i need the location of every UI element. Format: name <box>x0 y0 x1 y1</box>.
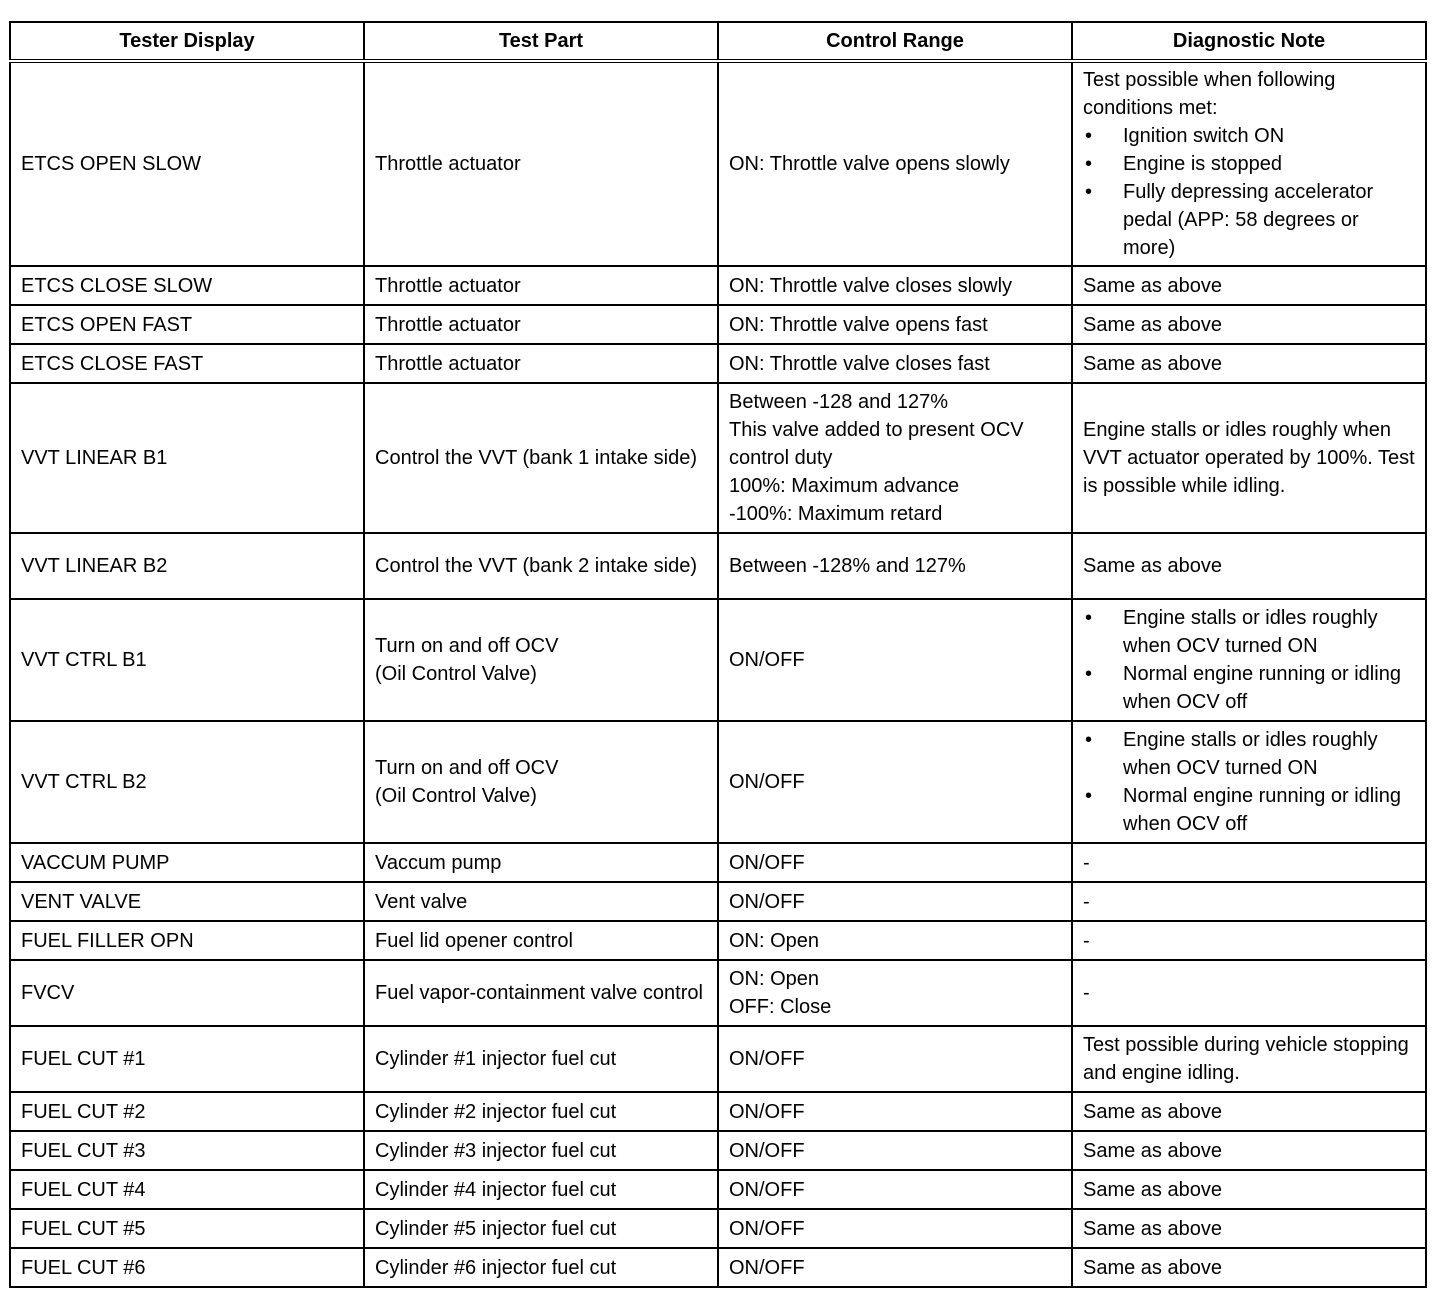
active-test-table <box>9 21 1427 1288</box>
note-bullet: • Fully depressing accelerator pedal (APP: 58 degrees or more) <box>1083 178 1415 262</box>
table-row <box>10 921 1426 960</box>
note-bullet: • Engine is stopped <box>1083 150 1415 178</box>
cell-control-range <box>718 960 1072 1026</box>
table-row <box>10 1092 1426 1131</box>
cell-diagnostic-note: Same as above <box>1072 344 1426 383</box>
cell-tester-display: FUEL CUT #3 <box>10 1131 364 1170</box>
range-line: 100%: Maximum advance <box>729 475 960 497</box>
cell-tester-display: FUEL CUT #1 <box>10 1026 364 1092</box>
cell-diagnostic-note <box>1072 599 1426 721</box>
table-header-row <box>10 22 1426 61</box>
cell-diagnostic-note <box>1072 61 1426 266</box>
cell-test-part: Control the VVT (bank 2 intake side) <box>364 533 718 599</box>
header-control-range: Control Range <box>718 22 1072 61</box>
cell-control-range: ON: Throttle valve closes fast <box>718 344 1072 383</box>
cell-tester-display: ETCS OPEN SLOW <box>10 61 364 266</box>
cell-test-part: Cylinder #1 injector fuel cut <box>364 1026 718 1092</box>
cell-diagnostic-note: - <box>1072 882 1426 921</box>
table-row <box>10 1209 1426 1248</box>
cell-test-part: Throttle actuator <box>364 61 718 266</box>
cell-test-part: Throttle actuator <box>364 344 718 383</box>
cell-control-range <box>718 383 1072 533</box>
table-row <box>10 1248 1426 1287</box>
cell-tester-display: VVT LINEAR B2 <box>10 533 364 599</box>
cell-diagnostic-note: Same as above <box>1072 305 1426 344</box>
part-line: (Oil Control Valve) <box>375 663 537 685</box>
cell-control-range: ON/OFF <box>718 1209 1072 1248</box>
cell-control-range: ON/OFF <box>718 599 1072 721</box>
cell-tester-display: FUEL CUT #2 <box>10 1092 364 1131</box>
cell-control-range: Between -128% and 127% <box>718 533 1072 599</box>
table-row <box>10 1131 1426 1170</box>
cell-control-range: ON: Throttle valve opens fast <box>718 305 1072 344</box>
cell-diagnostic-note: Test possible during vehicle stopping and engine idling. <box>1072 1026 1426 1092</box>
cell-test-part: Vent valve <box>364 882 718 921</box>
header-diagnostic-note: Diagnostic Note <box>1072 22 1426 61</box>
cell-test-part: Fuel lid opener control <box>364 921 718 960</box>
cell-tester-display: VVT CTRL B1 <box>10 599 364 721</box>
cell-test-part: Throttle actuator <box>364 305 718 344</box>
table-row <box>10 344 1426 383</box>
cell-test-part: Throttle actuator <box>364 266 718 305</box>
range-line: ON: Open <box>729 968 820 990</box>
cell-control-range: ON: Throttle valve closes slowly <box>718 266 1072 305</box>
note-bullet: • Ignition switch ON <box>1083 122 1415 150</box>
cell-diagnostic-note: - <box>1072 921 1426 960</box>
cell-tester-display: FUEL CUT #4 <box>10 1170 364 1209</box>
header-test-part: Test Part <box>364 22 718 61</box>
cell-tester-display: FUEL CUT #6 <box>10 1248 364 1287</box>
cell-tester-display: VACCUM PUMP <box>10 843 364 882</box>
cell-control-range: ON/OFF <box>718 843 1072 882</box>
cell-diagnostic-note: Same as above <box>1072 1170 1426 1209</box>
cell-diagnostic-note: Engine stalls or idles roughly when VVT actuator operated by 100%. Test is possible while idling. <box>1072 383 1426 533</box>
cell-control-range: ON/OFF <box>718 882 1072 921</box>
cell-control-range: ON: Throttle valve opens slowly <box>718 61 1072 266</box>
cell-test-part: Vaccum pump <box>364 843 718 882</box>
note-bullet-list <box>1083 604 1415 716</box>
cell-tester-display: VVT CTRL B2 <box>10 721 364 843</box>
range-line: OFF: Close <box>729 996 832 1018</box>
table-row <box>10 721 1426 843</box>
cell-diagnostic-note: - <box>1072 960 1426 1026</box>
cell-diagnostic-note: - <box>1072 843 1426 882</box>
cell-diagnostic-note: Same as above <box>1072 1092 1426 1131</box>
cell-diagnostic-note: Same as above <box>1072 533 1426 599</box>
cell-tester-display: VVT LINEAR B1 <box>10 383 364 533</box>
note-bullet: • Normal engine running or idling when OCV off <box>1083 660 1415 716</box>
cell-diagnostic-note: Same as above <box>1072 1248 1426 1287</box>
table-row <box>10 383 1426 533</box>
range-line: Between -128 and 127% <box>729 391 949 413</box>
cell-control-range: ON/OFF <box>718 1248 1072 1287</box>
cell-test-part: Cylinder #5 injector fuel cut <box>364 1209 718 1248</box>
cell-control-range: ON/OFF <box>718 1092 1072 1131</box>
cell-tester-display: VENT VALVE <box>10 882 364 921</box>
cell-test-part <box>364 721 718 843</box>
cell-test-part: Cylinder #6 injector fuel cut <box>364 1248 718 1287</box>
cell-test-part: Cylinder #3 injector fuel cut <box>364 1131 718 1170</box>
cell-tester-display: ETCS CLOSE FAST <box>10 344 364 383</box>
cell-control-range: ON/OFF <box>718 1026 1072 1092</box>
note-intro: Test possible when following conditions met: <box>1083 69 1336 119</box>
cell-diagnostic-note: Same as above <box>1072 1209 1426 1248</box>
range-line: This valve added to present OCV control duty <box>729 419 1024 469</box>
cell-tester-display: ETCS CLOSE SLOW <box>10 266 364 305</box>
table-row <box>10 1170 1426 1209</box>
cell-test-part <box>364 599 718 721</box>
cell-test-part: Control the VVT (bank 1 intake side) <box>364 383 718 533</box>
table-row <box>10 305 1426 344</box>
cell-control-range: ON/OFF <box>718 1170 1072 1209</box>
cell-diagnostic-note: Same as above <box>1072 1131 1426 1170</box>
table-row <box>10 266 1426 305</box>
cell-tester-display: FUEL CUT #5 <box>10 1209 364 1248</box>
note-bullet: • Engine stalls or idles roughly when OCV turned ON <box>1083 726 1415 782</box>
table-row <box>10 882 1426 921</box>
cell-tester-display: ETCS OPEN FAST <box>10 305 364 344</box>
note-bullet-list <box>1083 122 1415 262</box>
header-tester-display: Tester Display <box>10 22 364 61</box>
part-line: Turn on and off OCV <box>375 635 559 657</box>
cell-diagnostic-note: Same as above <box>1072 266 1426 305</box>
note-bullet: • Engine stalls or idles roughly when OCV turned ON <box>1083 604 1415 660</box>
part-line: Turn on and off OCV <box>375 757 559 779</box>
table-row <box>10 843 1426 882</box>
cell-test-part: Cylinder #4 injector fuel cut <box>364 1170 718 1209</box>
part-line: (Oil Control Valve) <box>375 785 537 807</box>
cell-control-range: ON: Open <box>718 921 1072 960</box>
cell-tester-display: FUEL FILLER OPN <box>10 921 364 960</box>
cell-test-part: Fuel vapor-containment valve control <box>364 960 718 1026</box>
cell-diagnostic-note <box>1072 721 1426 843</box>
table-row <box>10 1026 1426 1092</box>
table-row <box>10 61 1426 266</box>
note-bullet: • Normal engine running or idling when OCV off <box>1083 782 1415 838</box>
table-row <box>10 533 1426 599</box>
table-row <box>10 960 1426 1026</box>
cell-control-range: ON/OFF <box>718 1131 1072 1170</box>
note-bullet-list <box>1083 726 1415 838</box>
cell-control-range: ON/OFF <box>718 721 1072 843</box>
cell-tester-display: FVCV <box>10 960 364 1026</box>
range-line: -100%: Maximum retard <box>729 503 943 525</box>
table-row <box>10 599 1426 721</box>
cell-test-part: Cylinder #2 injector fuel cut <box>364 1092 718 1131</box>
